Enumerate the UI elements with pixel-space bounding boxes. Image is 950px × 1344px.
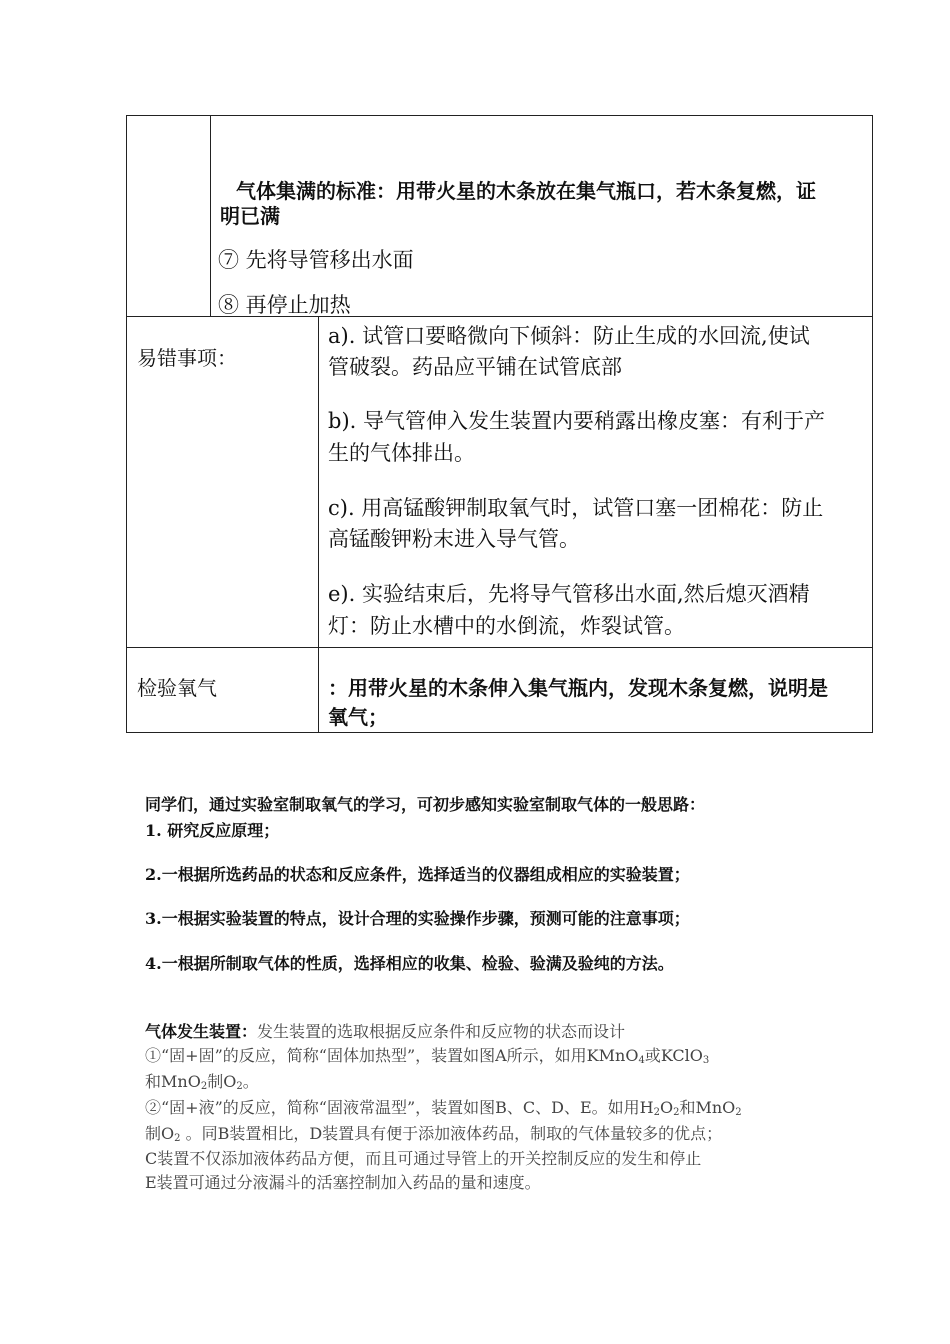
table-border-top <box>126 115 873 116</box>
p1-sub-3: 2 <box>200 1081 208 1092</box>
p1-part-e: 。 <box>242 1072 259 1091</box>
test-oxygen-line2: 氧气； <box>328 705 388 729</box>
thoughts-item-2: 2.一根据所选药品的状态和反应条件，选择适当的仪器组成相应的实验装置； <box>145 865 690 884</box>
p2-sub-1: 2 <box>653 1107 660 1118</box>
p2-sub-3: 2 <box>735 1107 742 1118</box>
generator-heading: 气体发生装置： <box>145 1022 258 1041</box>
thoughts-item-4: 4.一根据所制取气体的性质，选择相应的收集、检验、验满及验纯的方法。 <box>145 954 674 973</box>
row1-inner-divider <box>210 115 211 317</box>
table-border-right <box>872 115 873 733</box>
mistake-a-line1: a). 试管口要略微向下倾斜：防止生成的水回流,使试 <box>328 324 810 348</box>
mistake-e-line2: 灯：防止水槽中的水倒流，炸裂试管。 <box>328 614 685 638</box>
step-8: ⑧ 再停止加热 <box>218 293 351 317</box>
p2-part-d: 制O <box>145 1124 175 1143</box>
p1-part-a: ①“固+固”的反应，简称“固体加热型”，装置如图A所示，如用KMnO <box>145 1046 639 1065</box>
generator-p1-line2 <box>145 1071 259 1093</box>
generator-p2-line2 <box>145 1123 722 1145</box>
mistake-e-line1: e). 实验结束后，先将导气管移出水面,然后熄灭酒精 <box>328 582 810 606</box>
p2-sub-4: 2 <box>174 1133 181 1144</box>
generator-p2-line1 <box>145 1097 742 1119</box>
table-border-left <box>126 115 127 733</box>
generator-p3: C装置不仅添加液体药品方便，而且可通过导管上的开关控制反应的发生和停止 <box>145 1149 702 1168</box>
thoughts-item-3: 3.一根据实验装置的特点，设计合理的实验操作步骤，预测可能的注意事项； <box>145 909 690 928</box>
p1-part-b: 或KClO <box>644 1046 703 1065</box>
fill-standard-line1: 气体集满的标准：用带火星的木条放在集气瓶口，若木条复燃，证 <box>236 179 816 203</box>
p1-part-d: 制O <box>207 1072 237 1091</box>
mistake-b-line2: 生的气体排出。 <box>328 441 475 465</box>
p2-sub-2: 2 <box>673 1107 680 1118</box>
table-border-bottom <box>126 732 873 733</box>
test-oxygen-line1: ：用带火星的木条伸入集气瓶内，发现木条复燃，说明是 <box>328 676 828 700</box>
generator-p1-line1 <box>145 1045 709 1067</box>
mistake-b-line1: b). 导气管伸入发生装置内要稍露出橡皮塞：有利于产 <box>328 409 825 433</box>
generator-p4: E装置可通过分液漏斗的活塞控制加入药品的量和速度。 <box>145 1173 541 1192</box>
p1-sub-2: 3 <box>702 1055 710 1066</box>
p2-part-e: 。同B装置相比，D装置具有便于添加液体药品，制取的气体量较多的优点； <box>180 1124 723 1143</box>
col-divider <box>318 316 319 733</box>
mistake-c-line2: 高锰酸钾粉末进入导气管。 <box>328 527 580 551</box>
mistake-c-line1: c). 用高锰酸钾制取氧气时，试管口塞一团棉花：防止 <box>328 496 824 520</box>
generator-heading-rest: 发生装置的选取根据反应条件和反应物的状态而设计 <box>257 1022 626 1041</box>
step-7: ⑦ 先将导管移出水面 <box>218 248 414 272</box>
p1-sub-4: 2 <box>236 1081 243 1092</box>
p2-part-a: ②“固+液”的反应，简称“固液常温型”，装置如图B、C、D、E。如用H <box>145 1098 654 1117</box>
fill-standard-line2: 明已满 <box>220 204 280 228</box>
p1-sub-1: 4 <box>638 1055 645 1066</box>
p2-part-b: O <box>659 1098 674 1117</box>
row-divider-2 <box>126 647 873 648</box>
p2-part-c: 和MnO <box>679 1098 736 1117</box>
generator-heading-line <box>145 1021 625 1043</box>
p1-part-c: 和MnO <box>145 1072 201 1091</box>
row-label-common-mistakes: 易错事项： <box>137 346 237 370</box>
mistake-a-line2: 管破裂。药品应平铺在试管底部 <box>328 355 622 379</box>
thoughts-intro: 同学们，通过实验室制取氧气的学习，可初步感知实验室制取气体的一般思路： <box>145 795 706 814</box>
thoughts-item-1: 1. 研究反应原理； <box>145 821 280 840</box>
row-label-test-oxygen: 检验氧气 <box>137 676 217 700</box>
